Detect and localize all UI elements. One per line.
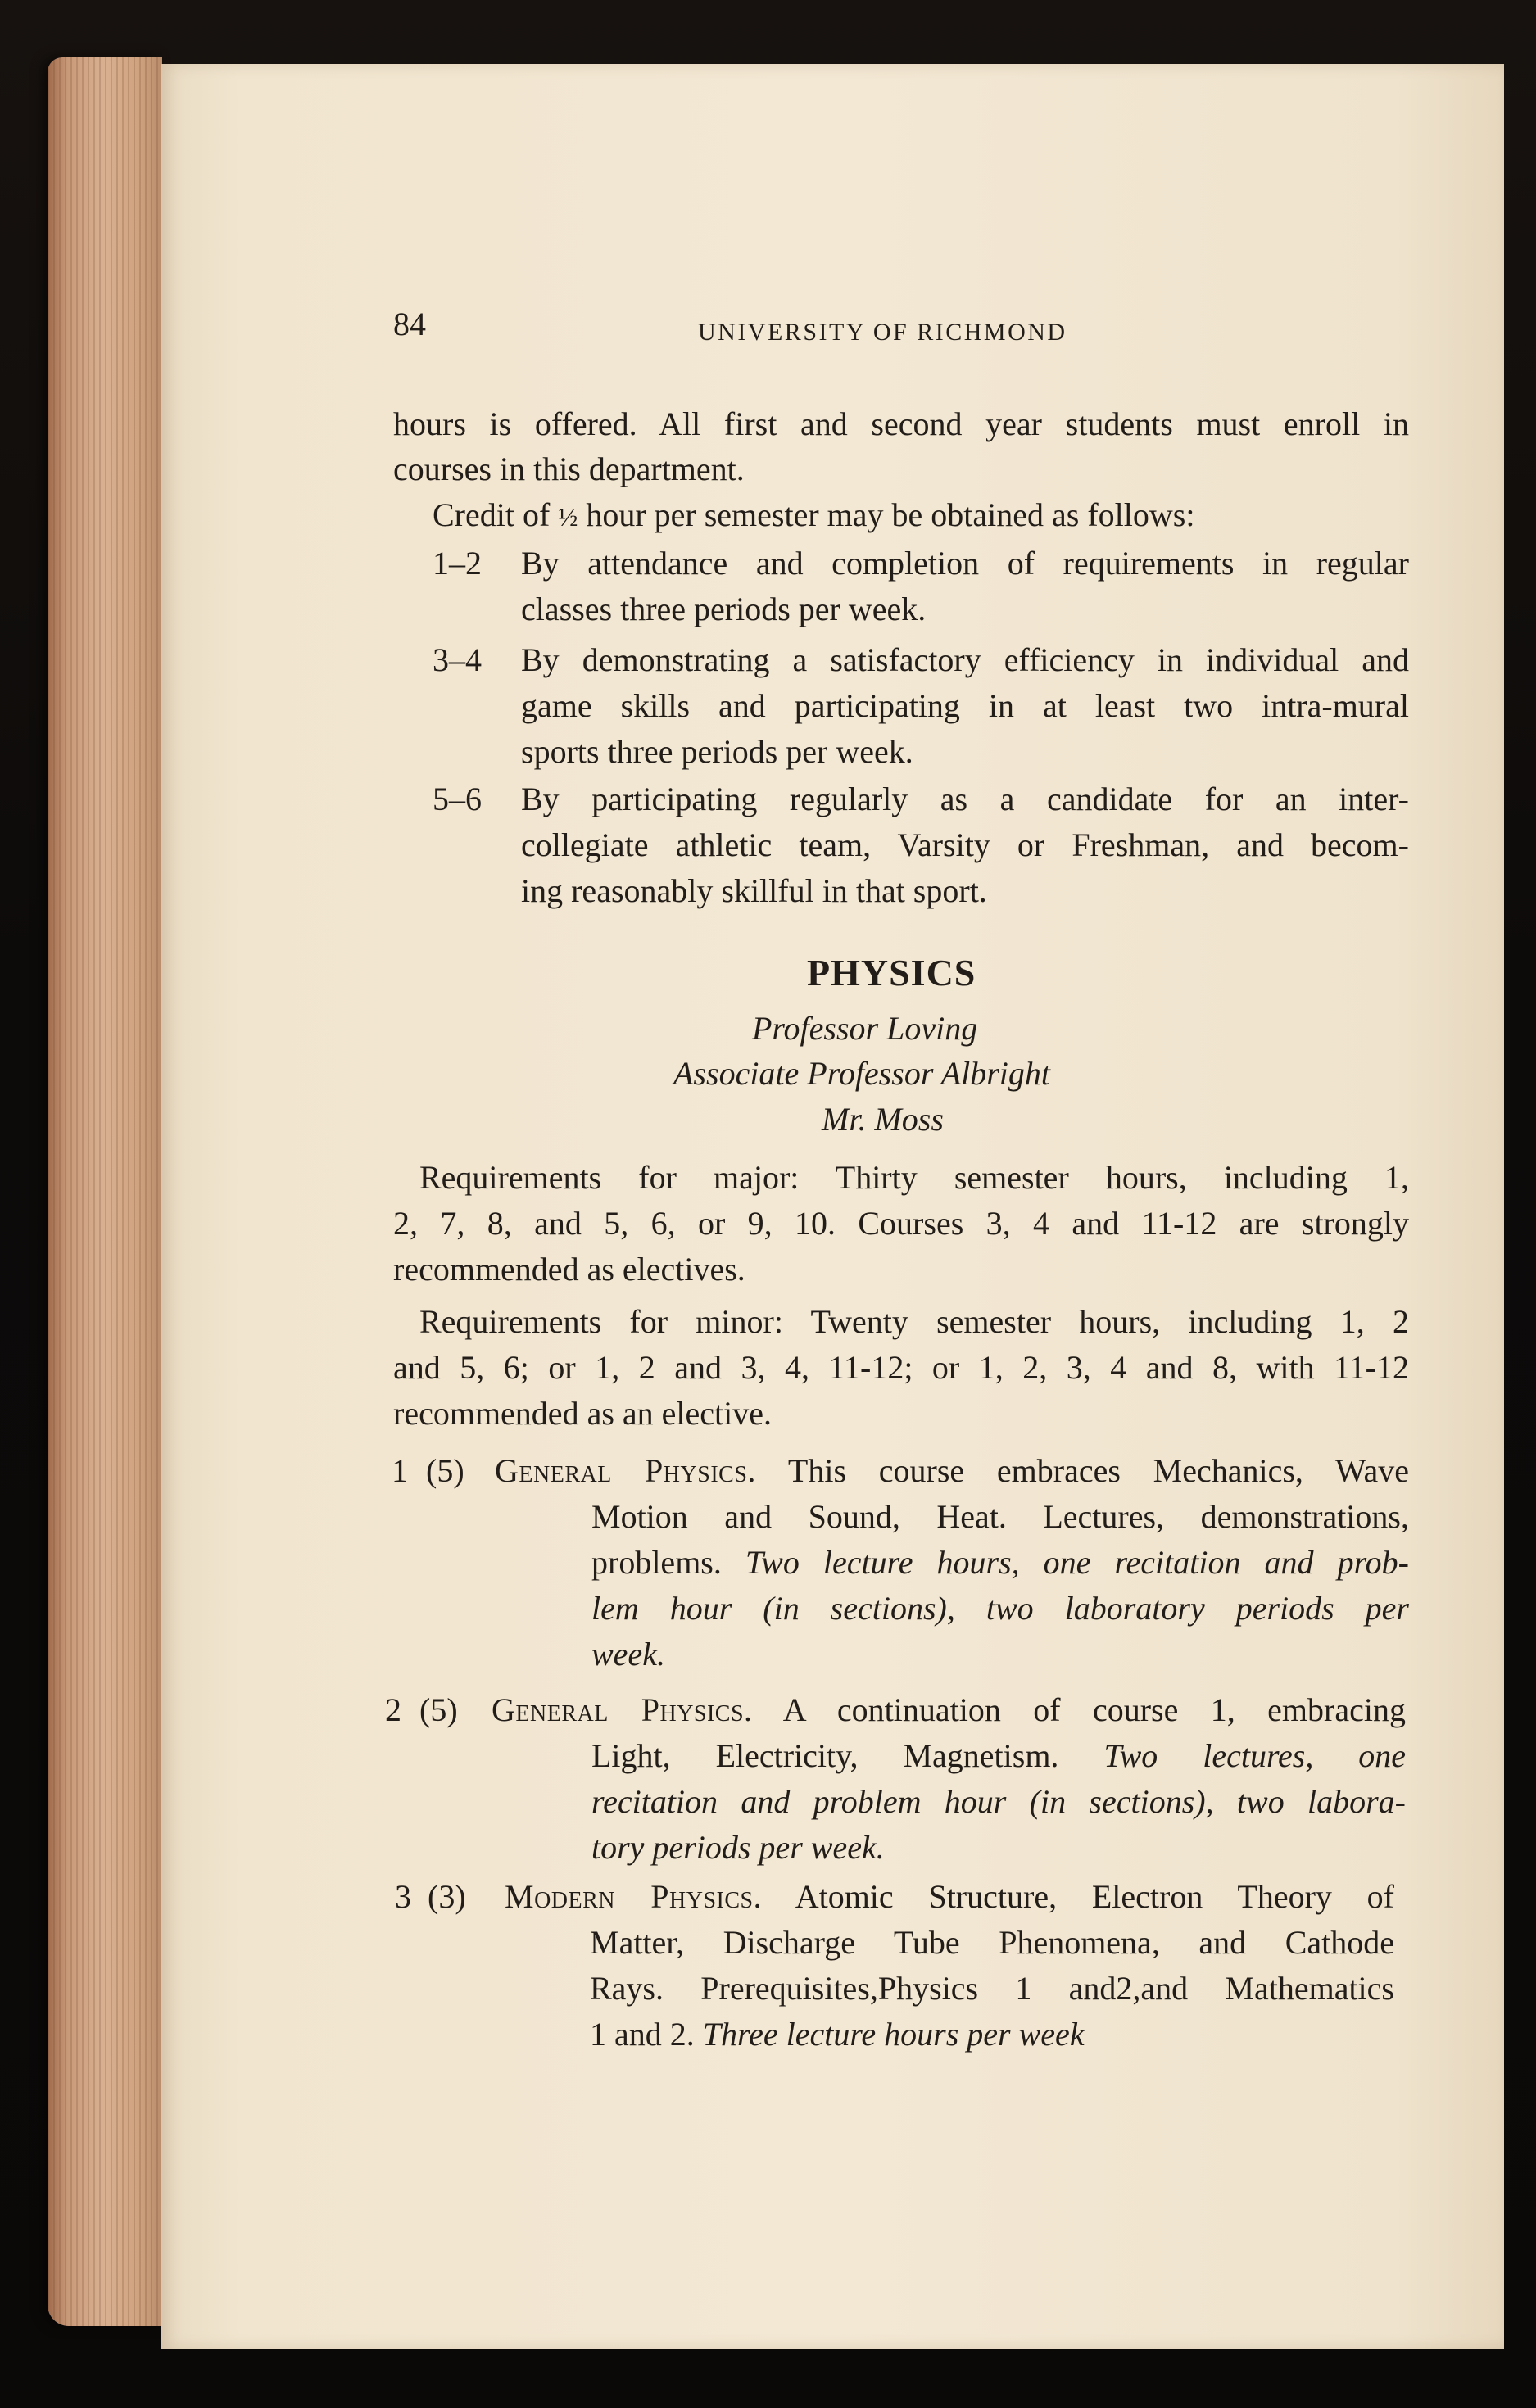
course-credits: (5)	[426, 1452, 464, 1489]
option-line: By participating regularly as a candidate for an inter-	[521, 781, 1409, 817]
course-text: Light, Electricity, Magnetism.	[591, 1737, 1104, 1774]
course-first-line	[495, 1448, 1409, 1494]
course-title: General Physics.	[495, 1452, 756, 1489]
course-schedule: recitation and problem hour (in sections), two labora-	[591, 1783, 1406, 1820]
option-number: 3–4	[433, 641, 482, 678]
running-head: UNIVERSITY OF RICHMOND	[698, 319, 1067, 346]
course-schedule: Two lecture hours, one recitation and prob-	[745, 1544, 1409, 1581]
course-first-line	[492, 1687, 1406, 1733]
faculty-name: Professor Loving	[752, 1010, 978, 1047]
course-line	[591, 1540, 1409, 1586]
option-number: 1–2	[433, 545, 482, 582]
course-schedule: week.	[591, 1636, 665, 1672]
course-text: problems.	[591, 1544, 745, 1581]
course-description: Atomic Structure, Electron Theory of	[762, 1878, 1394, 1915]
option-line: game skills and participating in at least two intra-mural	[521, 687, 1409, 724]
intro-line: hours is offered. All first and second year students must enroll in	[393, 405, 1409, 442]
intro-line: courses in this department.	[393, 450, 745, 487]
course-title: General Physics.	[492, 1691, 753, 1728]
course-line	[591, 1733, 1406, 1779]
course-line: Matter, Discharge Tube Phenomena, and Cathode	[590, 1924, 1394, 1961]
course-schedule: Two lectures, one	[1103, 1737, 1406, 1774]
course-first-line	[505, 1874, 1394, 1920]
credit-line-end: hour per semester may be obtained as follows:	[578, 496, 1195, 533]
course-credits: (5)	[419, 1691, 458, 1728]
course-line	[590, 2012, 1085, 2057]
option-line: By attendance and completion of requirements in regular	[521, 545, 1409, 582]
course-number: 1	[392, 1452, 408, 1489]
book-page-edges	[48, 57, 162, 2326]
option-line: classes three periods per week.	[521, 591, 927, 627]
course-line: Motion and Sound, Heat. Lectures, demonstrations,	[591, 1498, 1409, 1535]
option-line: collegiate athletic team, Varsity or Freshman, and becom-	[521, 826, 1409, 863]
option-line: sports three periods per week.	[521, 733, 913, 770]
course-line: Rays. Prerequisites,Physics 1 and2,and Mathematics	[590, 1970, 1394, 2007]
course-description: This course embraces Mechanics, Wave	[755, 1452, 1409, 1489]
course-description: A continuation of course 1, embracing	[752, 1691, 1406, 1728]
half-fraction: ½	[558, 502, 578, 532]
section-heading-physics: PHYSICS	[807, 952, 976, 994]
minor-requirements-line: Requirements for minor: Twenty semester hours, including 1, 2	[419, 1303, 1409, 1340]
course-number: 2	[385, 1691, 401, 1728]
course-schedule: lem hour (in sections), two laboratory periods per	[591, 1590, 1409, 1627]
major-requirements-line: Requirements for major: Thirty semester hours, including 1,	[419, 1159, 1409, 1196]
option-line: ing reasonably skillful in that sport.	[521, 872, 987, 909]
course-schedule: Three lecture hours per week	[702, 2016, 1085, 2053]
faculty-name: Associate Professor Albright	[673, 1055, 1050, 1092]
course-title: Modern Physics.	[505, 1878, 763, 1915]
option-line: By demonstrating a satisfactory efficiency in individual and	[521, 641, 1409, 678]
course-text: 1 and 2.	[590, 2016, 703, 2053]
page-number: 84	[393, 306, 426, 342]
option-number: 5–6	[433, 781, 482, 817]
course-schedule: tory periods per week.	[591, 1829, 885, 1866]
credit-line-start: Credit of	[433, 496, 559, 533]
faculty-name: Mr. Moss	[822, 1101, 944, 1138]
course-credits: (3)	[428, 1878, 466, 1915]
credit-line	[433, 492, 1194, 540]
major-requirements-line: 2, 7, 8, and 5, 6, or 9, 10. Courses 3, 4 and 11-12 are strongly	[393, 1205, 1409, 1242]
course-number: 3	[395, 1878, 411, 1915]
minor-requirements-line: recommended as an elective.	[393, 1395, 772, 1432]
minor-requirements-line: and 5, 6; or 1, 2 and 3, 4, 11-12; or 1, 2, 3, 4 and 8, with 11-12	[393, 1349, 1409, 1386]
major-requirements-line: recommended as electives.	[393, 1251, 745, 1288]
